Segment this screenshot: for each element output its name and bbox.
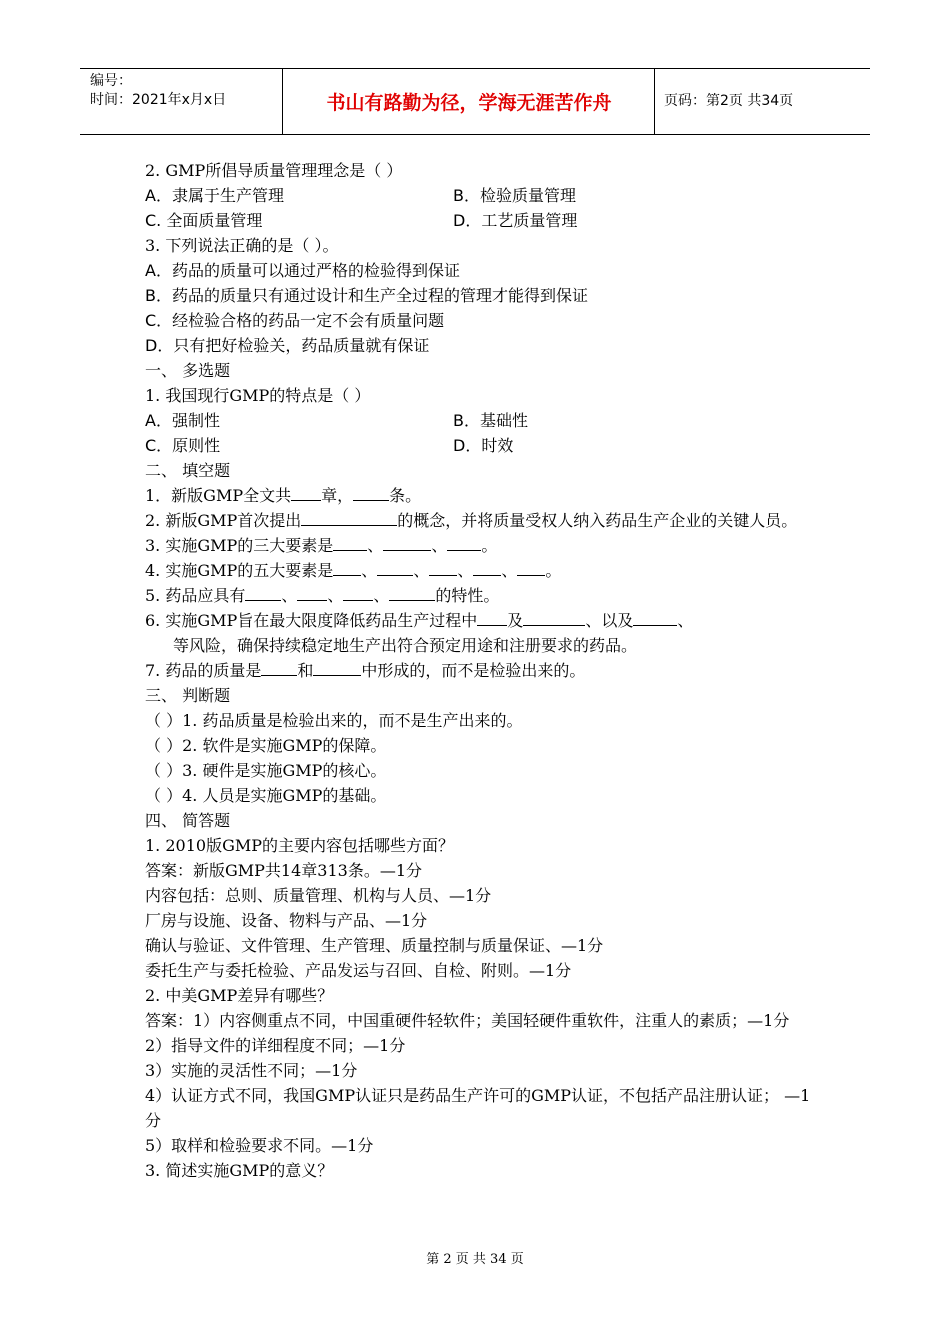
blank	[245, 583, 281, 601]
option-d: D．只有把好检验关，药品质量就有保证	[145, 336, 430, 355]
answer-line: 答案：新版GMP共14章313条。—1分	[145, 861, 423, 880]
blank	[261, 658, 297, 676]
blank	[343, 583, 373, 601]
option-a: A．强制性	[145, 411, 220, 430]
blank	[301, 508, 397, 526]
blank	[383, 533, 431, 551]
question-title: 2. GMP所倡导质量管理理念是（ ）	[145, 161, 403, 180]
blank	[297, 583, 327, 601]
blank	[377, 558, 413, 576]
judge-item: （ ）3. 硬件是实施GMP的核心。	[145, 761, 387, 780]
question-title: 1. 我国现行GMP的特点是（ ）	[145, 386, 371, 405]
option-row	[145, 208, 815, 233]
answer-line: 3）实施的灵活性不同；—1分	[145, 1061, 358, 1080]
fill-question-5: 5. 药品应具有 、 、 、 的特性。	[145, 583, 815, 608]
section-heading-judge: 三、 判断题	[145, 686, 231, 705]
answer-line: 2）指导文件的详细程度不同；—1分	[145, 1036, 406, 1055]
section-heading-short: 四、 简答题	[145, 811, 231, 830]
document-number: 编号：	[90, 73, 132, 89]
document-date: 时间：2021年x月x日	[90, 92, 227, 108]
blank	[447, 533, 481, 551]
blank	[523, 608, 585, 626]
short-question-1: 1. 2010版GMP的主要内容包括哪些方面？	[145, 836, 455, 855]
fill-question-7: 7. 药品的质量是 和 中形成的，而不是检验出来的。	[145, 658, 815, 683]
judge-item: （ ）1. 药品质量是检验出来的，而不是生产出来的。	[145, 711, 523, 730]
option-row	[145, 408, 815, 433]
fill-question-1: 1．新版GMP全文共 章， 条。	[145, 483, 815, 508]
judge-item: （ ）2. 软件是实施GMP的保障。	[145, 736, 387, 755]
answer-line: 内容包括：总则、质量管理、机构与人员、—1分	[145, 886, 492, 905]
short-question-3: 3. 简述实施GMP的意义？	[145, 1161, 334, 1180]
answer-line: 4）认证方式不同，我国GMP认证只是药品生产许可的GMP认证，不包括产品注册认证； —1分	[145, 1086, 811, 1130]
blank	[313, 658, 361, 676]
blank	[333, 558, 361, 576]
judge-item: （ ）4. 人员是实施GMP的基础。	[145, 786, 387, 805]
fill-question-4: 4. 实施GMP的五大要素是 、 、 、 、 。	[145, 558, 815, 583]
question-title: 3. 下列说法正确的是（ ）。	[145, 236, 339, 255]
option-row	[145, 433, 815, 458]
answer-line: 确认与验证、文件管理、生产管理、质量控制与质量保证、—1分	[145, 936, 604, 955]
header-motto: 书山有路勤为径，学海无涯苦作舟	[326, 92, 612, 114]
answer-line: 委托生产与委托检验、产品发运与召回、自检、附则。—1分	[145, 961, 572, 980]
header-divider-right	[654, 68, 655, 135]
section-heading-multi: 一、 多选题	[145, 361, 231, 380]
blank	[633, 608, 677, 626]
header-divider-left	[282, 68, 283, 135]
fill-question-2: 2. 新版GMP首次提出 的概念，并将质量受权人纳入药品生产企业的关键人员。	[145, 508, 815, 533]
option-c: C．经检验合格的药品一定不会有质量问题	[145, 311, 445, 330]
option-d: D．工艺质量管理	[453, 211, 578, 230]
fill-question-3: 3. 实施GMP的三大要素是 、 、 。	[145, 533, 815, 558]
option-b: B．基础性	[453, 411, 528, 430]
option-c: C. 全面质量管理	[145, 211, 263, 230]
option-c: C．原则性	[145, 436, 221, 455]
header-meta	[90, 72, 226, 110]
header-page-info: 页码：第2页 共34页	[664, 93, 794, 109]
blank	[291, 483, 321, 501]
option-b: B．检验质量管理	[453, 186, 576, 205]
blank	[477, 608, 507, 626]
blank	[429, 558, 457, 576]
option-d: D．时效	[453, 436, 514, 455]
page-header	[80, 68, 870, 135]
short-question-2: 2. 中美GMP差异有哪些？	[145, 986, 334, 1005]
answer-line: 厂房与设施、设备、物料与产品、—1分	[145, 911, 428, 930]
option-a: A．隶属于生产管理	[145, 186, 284, 205]
fill-question-6: 6. 实施GMP旨在最大限度降低药品生产过程中 及 、以及 、	[145, 608, 815, 633]
page-footer: 第 2 页 共 34 页	[426, 1252, 524, 1267]
option-b: B．药品的质量只有通过设计和生产全过程的管理才能得到保证	[145, 286, 588, 305]
blank	[353, 483, 389, 501]
option-row	[145, 183, 815, 208]
blank	[473, 558, 501, 576]
blank	[389, 583, 435, 601]
answer-line: 5）取样和检验要求不同。—1分	[145, 1136, 374, 1155]
fill-question-6-continued: 等风险，确保持续稳定地生产出符合预定用途和注册要求的药品。	[173, 636, 638, 655]
option-a: A．药品的质量可以通过严格的检验得到保证	[145, 261, 460, 280]
document-body	[145, 158, 815, 1183]
section-heading-fill: 二、 填空题	[145, 461, 231, 480]
blank	[517, 558, 545, 576]
blank	[333, 533, 367, 551]
answer-line: 答案：1）内容侧重点不同，中国重硬件轻软件；美国轻硬件重软件，注重人的素质；—1分	[145, 1011, 790, 1030]
